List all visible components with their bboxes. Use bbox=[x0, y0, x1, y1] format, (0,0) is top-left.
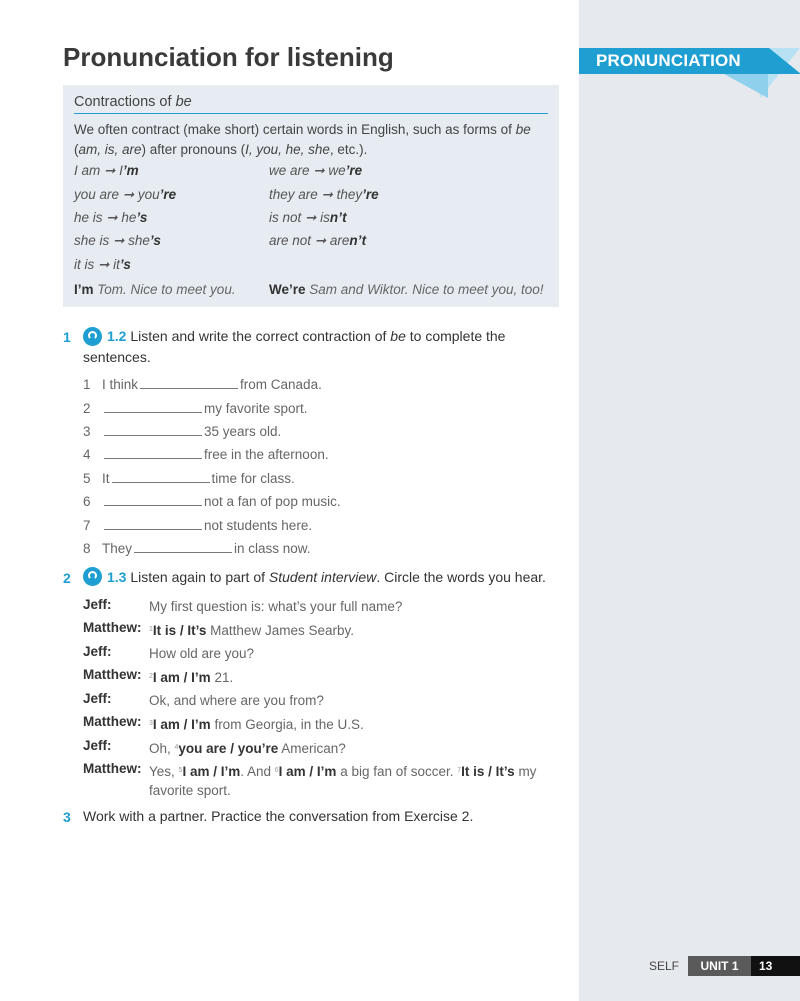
exercise-item: 2 my favorite sport. bbox=[83, 401, 308, 416]
answer-blank[interactable] bbox=[112, 472, 210, 483]
exercise-number: 1 bbox=[63, 329, 71, 345]
footer-self: SELF bbox=[649, 959, 680, 973]
choice[interactable]: I am / I’m bbox=[152, 717, 211, 732]
contraction-pair: we are ➞ we’re bbox=[269, 163, 363, 178]
answer-blank[interactable] bbox=[104, 402, 202, 413]
right-sidebar bbox=[579, 0, 800, 1001]
exercise-item: 7 not students here. bbox=[83, 518, 313, 533]
answer-blank[interactable] bbox=[104, 495, 202, 506]
contraction-pair: she is ➞ she’s bbox=[74, 233, 161, 248]
box-intro: We often contract (make short) certain words in English, such as forms of be (am, is, are) after pronouns (I, you, he, she, etc.). bbox=[74, 122, 531, 157]
section-tab bbox=[579, 48, 800, 74]
exercise-item: 8 They in class now. bbox=[83, 541, 311, 556]
answer-blank[interactable] bbox=[104, 425, 202, 436]
choice[interactable]: I am / I’m bbox=[152, 670, 211, 685]
contraction-pair: they are ➞ they’re bbox=[269, 187, 379, 202]
exercise-number: 3 bbox=[63, 809, 71, 825]
page-title: Pronunciation for listening bbox=[63, 42, 394, 72]
exercise-instruction: 1.2 Listen and write the correct contraction of be to complete the bbox=[107, 328, 506, 344]
audio-icon[interactable] bbox=[83, 567, 102, 586]
choice[interactable]: I am / I’m bbox=[182, 764, 241, 779]
answer-blank[interactable] bbox=[134, 542, 232, 553]
section-tab-label: PRONUNCIATION bbox=[596, 51, 741, 70]
box-title: Contractions of be bbox=[74, 94, 192, 110]
exercise-item: 6 not a fan of pop music. bbox=[83, 494, 341, 509]
page-footer bbox=[579, 956, 800, 976]
tab-fold bbox=[724, 74, 768, 98]
footer-unit: UNIT 1 bbox=[688, 956, 751, 976]
page-number: 13 bbox=[751, 956, 800, 976]
example-left: I’m Tom. Nice to meet you. bbox=[74, 282, 236, 297]
exercise-item: 1 I think from Canada. bbox=[83, 377, 322, 392]
contraction-pair: is not ➞ isn’t bbox=[269, 210, 347, 225]
example-right: We’re Sam and Wiktor. Nice to meet you, too! bbox=[269, 282, 544, 297]
answer-blank[interactable] bbox=[104, 519, 202, 530]
choice[interactable]: It is / It’s bbox=[461, 764, 515, 779]
contraction-pair: it is ➞ it’s bbox=[74, 257, 131, 272]
exercise-instruction-cont: sentences. bbox=[83, 349, 151, 365]
choice[interactable]: you are / you’re bbox=[178, 741, 279, 756]
exercise-item: 3 35 years old. bbox=[83, 424, 282, 439]
box-divider bbox=[74, 113, 548, 114]
choice[interactable]: It is / It’s bbox=[152, 623, 207, 638]
exercise-instruction: Work with a partner. Practice the conversation from Exercise 2. bbox=[83, 808, 474, 824]
contraction-pair: he is ➞ he’s bbox=[74, 210, 148, 225]
exercise-item: 4 free in the afternoon. bbox=[83, 447, 329, 462]
contraction-pair: I am ➞ I’m bbox=[74, 163, 139, 178]
contraction-pair: are not ➞ aren’t bbox=[269, 233, 367, 248]
answer-blank[interactable] bbox=[104, 448, 202, 459]
contraction-pair: you are ➞ you’re bbox=[74, 187, 177, 202]
answer-blank[interactable] bbox=[140, 378, 238, 389]
exercise-item: 5 It time for class. bbox=[83, 471, 295, 486]
choice[interactable]: I am / I’m bbox=[278, 764, 337, 779]
contractions-box bbox=[63, 85, 559, 307]
exercise-instruction: 1.3 Listen again to part of Student interview. Circle the words you hear. bbox=[107, 569, 546, 585]
audio-icon[interactable] bbox=[83, 327, 102, 346]
exercise-number: 2 bbox=[63, 570, 71, 586]
